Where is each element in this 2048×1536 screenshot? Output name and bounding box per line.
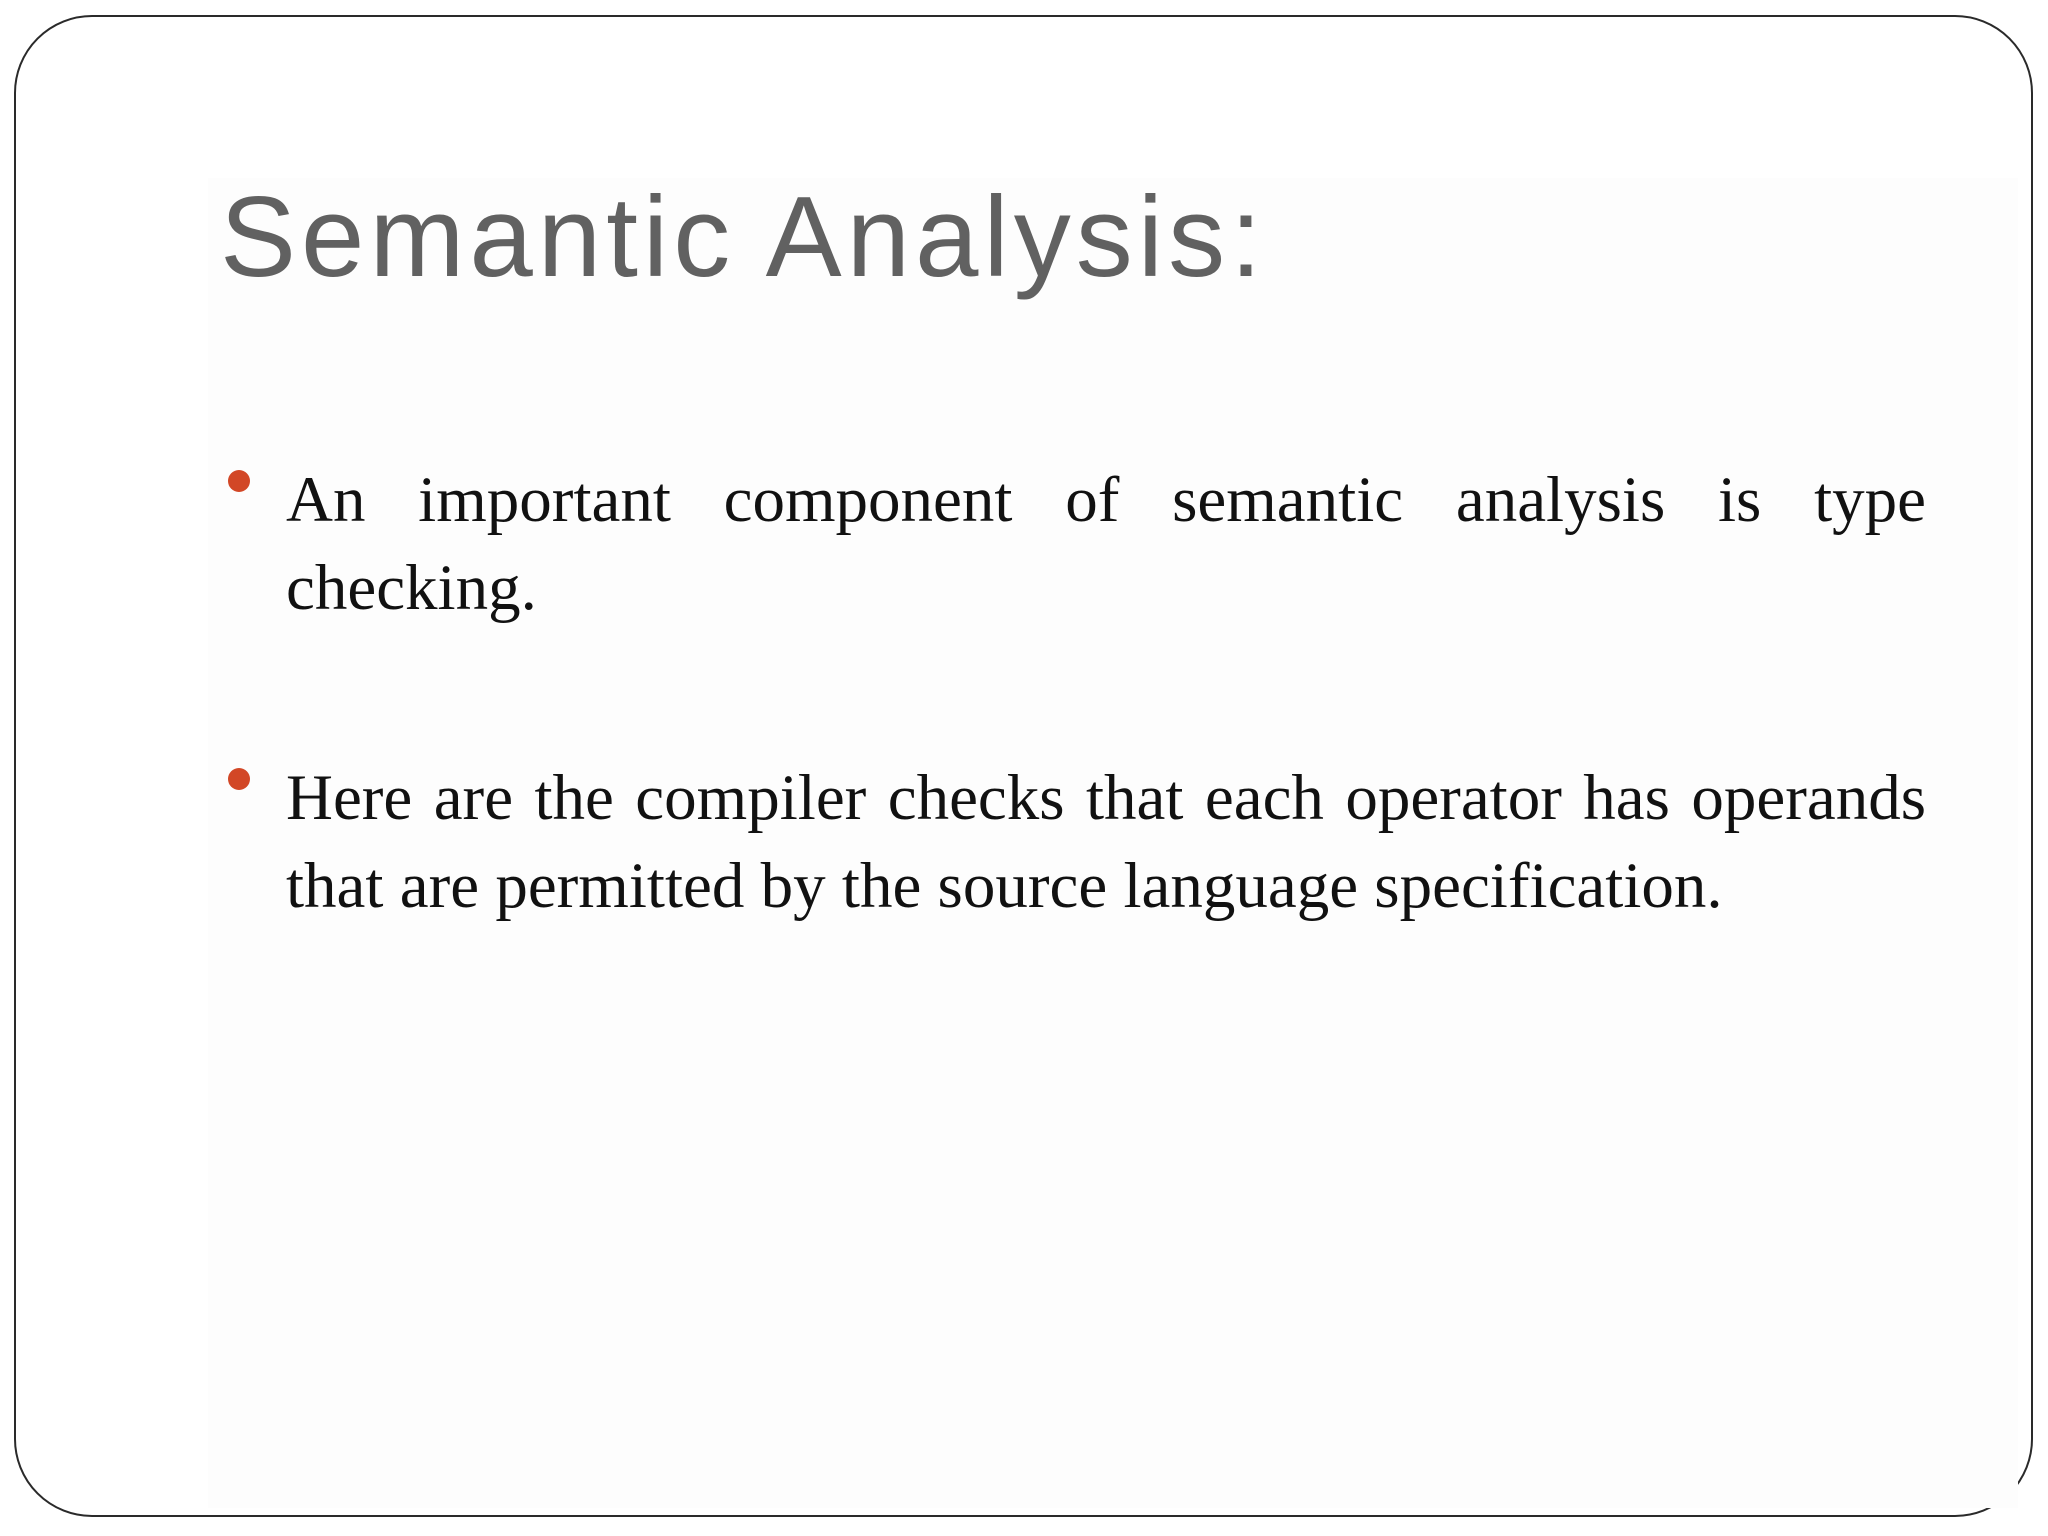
bullet-item-type-checking bbox=[224, 456, 1926, 632]
bullet-dot-icon bbox=[228, 470, 250, 492]
bullet-text: An important component of semantic analysis is type checking. bbox=[286, 464, 1926, 624]
slide-title: Semantic Analysis: bbox=[220, 174, 1267, 301]
bullet-dot-icon bbox=[228, 768, 250, 790]
bullet-item-operand-checks bbox=[224, 754, 1926, 930]
bullet-list bbox=[224, 456, 1926, 930]
bullet-text: Here are the compiler checks that each operator has operands that are permitted by the source language specification. bbox=[286, 762, 1926, 922]
